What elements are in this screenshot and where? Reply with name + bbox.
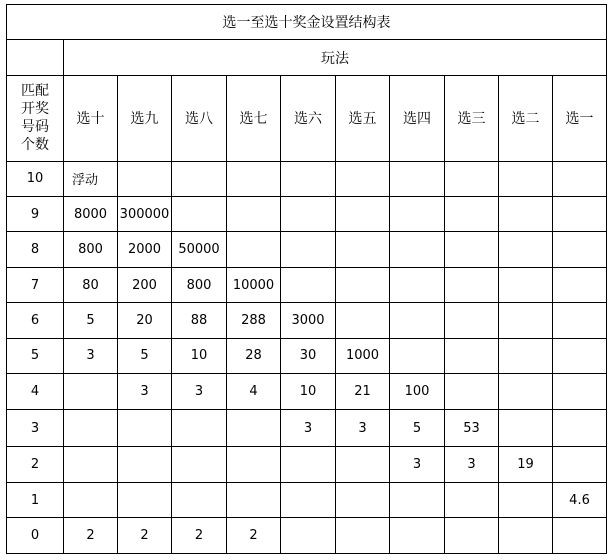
table-row [7,232,607,267]
prize-cell [553,410,607,446]
prize-cell [553,338,607,373]
prize-cell [118,161,172,196]
prize-cell [118,446,172,482]
prize-cell: 50000 [172,232,227,267]
prize-cell [553,303,607,338]
table-row [7,483,607,518]
prize-cell [336,446,390,482]
prize-cell [390,518,445,554]
prize-cell: 2000 [118,232,172,267]
prize-cell: 21 [336,373,390,409]
prize-cell [390,161,445,196]
prize-cell: 288 [227,303,281,338]
prize-cell: 28 [227,338,281,373]
prize-cell [281,197,336,232]
title-row [7,5,607,40]
match-count-cell: 9 [7,197,64,232]
prize-cell [336,267,390,302]
prize-cell [499,303,553,338]
prize-cell [281,483,336,518]
table-row [7,197,607,232]
prize-cell [390,267,445,302]
match-count-cell: 4 [7,373,64,409]
prize-cell [336,303,390,338]
prize-cell [445,373,499,409]
table-row [7,303,607,338]
prize-cell: 2 [64,518,118,554]
prize-cell: 2 [118,518,172,554]
prize-cell [64,483,118,518]
prize-cell [172,161,227,196]
prize-cell [172,483,227,518]
prize-cell [227,161,281,196]
prize-cell [336,232,390,267]
prize-cell [64,446,118,482]
match-count-header-text: 匹配开奖号码个数 [21,83,49,154]
prize-cell [390,232,445,267]
prize-cell [172,446,227,482]
prize-cell: 2 [227,518,281,554]
prize-structure-table [6,4,607,554]
prize-cell: 3 [281,410,336,446]
prize-cell [445,338,499,373]
prize-cell: 200 [118,267,172,302]
match-count-cell: 8 [7,232,64,267]
table-row [7,338,607,373]
prize-cell [445,161,499,196]
prize-cell [172,410,227,446]
prize-cell [281,232,336,267]
prize-cell [499,410,553,446]
prize-cell: 80 [64,267,118,302]
prize-cell [553,446,607,482]
table-row [7,161,607,196]
prize-cell [445,303,499,338]
prize-cell [499,161,553,196]
prize-cell [499,483,553,518]
prize-cell: 5 [64,303,118,338]
prize-cell [227,446,281,482]
table-row [7,446,607,482]
prize-cell [499,338,553,373]
table-row [7,373,607,409]
empty-corner-cell [7,40,64,75]
prize-cell [336,483,390,518]
prize-cell: 3 [336,410,390,446]
header-row [7,75,607,161]
prize-cell [172,197,227,232]
prize-cell: 30 [281,338,336,373]
play-type-header: 选三 [445,75,499,161]
prize-cell: 8000 [64,197,118,232]
table-title: 选一至选十奖金设置结构表 [7,5,607,40]
play-type-header: 选二 [499,75,553,161]
prize-cell [281,161,336,196]
prize-cell: 100 [390,373,445,409]
prize-cell: 20 [118,303,172,338]
prize-cell [281,267,336,302]
play-group-label: 玩法 [64,40,607,75]
prize-cell: 3 [64,338,118,373]
prize-cell [553,232,607,267]
prize-cell [336,518,390,554]
prize-cell [118,410,172,446]
prize-cell [336,197,390,232]
prize-cell [499,267,553,302]
play-type-header: 选十 [64,75,118,161]
match-count-cell: 6 [7,303,64,338]
prize-cell: 800 [172,267,227,302]
prize-cell [553,267,607,302]
prize-cell [553,161,607,196]
prize-cell [445,483,499,518]
prize-cell: 浮动 [64,161,118,196]
prize-cell [64,410,118,446]
match-count-header [7,75,64,161]
prize-cell: 4.6 [553,483,607,518]
prize-cell [390,483,445,518]
prize-cell: 300000 [118,197,172,232]
prize-cell [499,232,553,267]
prize-cell [390,197,445,232]
prize-cell: 3000 [281,303,336,338]
match-count-cell: 10 [7,161,64,196]
prize-cell: 19 [499,446,553,482]
prize-cell: 5 [390,410,445,446]
match-count-cell: 0 [7,518,64,554]
play-type-header: 选六 [281,75,336,161]
prize-cell [499,373,553,409]
play-type-header: 选九 [118,75,172,161]
play-type-header: 选八 [172,75,227,161]
prize-cell [227,197,281,232]
play-type-header: 选四 [390,75,445,161]
prize-cell: 10000 [227,267,281,302]
prize-cell [553,518,607,554]
prize-cell [227,483,281,518]
table-row [7,410,607,446]
prize-cell: 3 [172,373,227,409]
prize-cell: 53 [445,410,499,446]
prize-cell [445,232,499,267]
prize-cell: 10 [281,373,336,409]
prize-cell [445,197,499,232]
group-row [7,40,607,75]
prize-cell: 3 [445,446,499,482]
prize-cell [64,373,118,409]
match-count-cell: 3 [7,410,64,446]
table-row [7,267,607,302]
prize-cell [227,410,281,446]
prize-cell: 1000 [336,338,390,373]
prize-cell [553,197,607,232]
match-count-cell: 7 [7,267,64,302]
prize-cell: 4 [227,373,281,409]
prize-cell [553,373,607,409]
play-type-header: 选一 [553,75,607,161]
prize-cell [445,267,499,302]
prize-cell [445,518,499,554]
match-count-cell: 5 [7,338,64,373]
prize-cell [499,518,553,554]
match-count-cell: 2 [7,446,64,482]
prize-cell [390,338,445,373]
prize-cell: 5 [118,338,172,373]
prize-cell: 88 [172,303,227,338]
prize-cell [336,161,390,196]
prize-cell [281,518,336,554]
prize-cell: 10 [172,338,227,373]
prize-cell [281,446,336,482]
prize-cell [499,197,553,232]
match-count-cell: 1 [7,483,64,518]
prize-cell [390,303,445,338]
prize-cell [227,232,281,267]
play-type-header: 选七 [227,75,281,161]
prize-cell: 2 [172,518,227,554]
prize-cell: 3 [118,373,172,409]
prize-cell [118,483,172,518]
prize-cell: 800 [64,232,118,267]
prize-cell: 3 [390,446,445,482]
table-row [7,518,607,554]
play-type-header: 选五 [336,75,390,161]
